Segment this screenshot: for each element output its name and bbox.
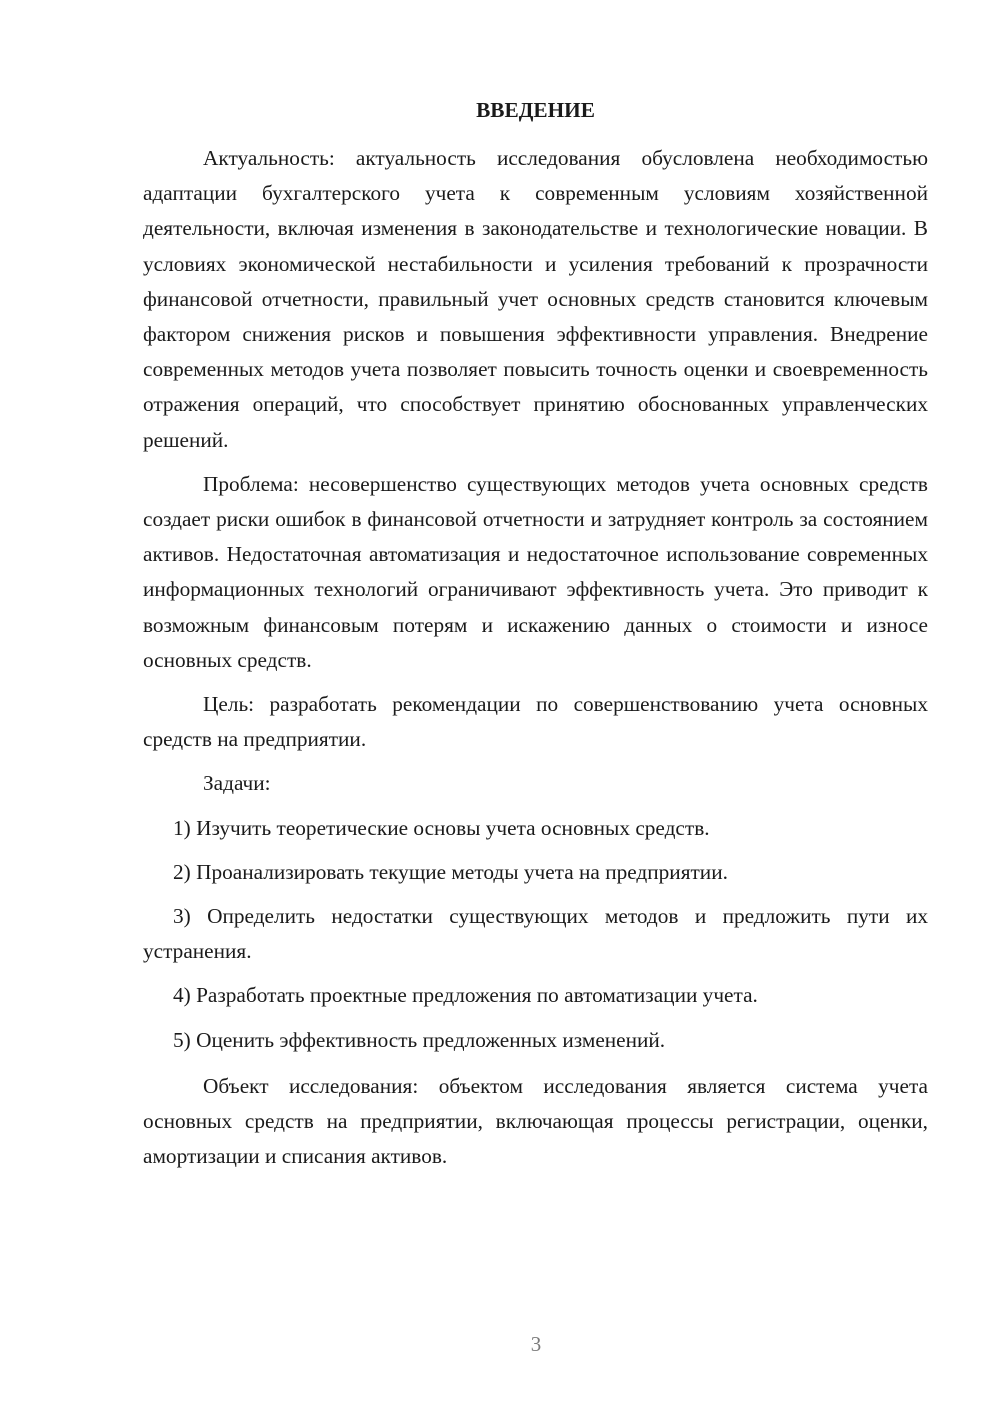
task-item-1: 1) Изучить теоретические основы учета основных средств. [173, 815, 710, 840]
task-item-4: 4) Разработать проектные предложения по автоматизации учета. [173, 983, 758, 1008]
object-paragraph: Объект исследования: объектом исследования является система учета основных средств на предприятии, включающая процессы регистрации, оценки, амортизации и списания активов. [143, 1073, 928, 1169]
problem-paragraph: Проблема: несовершенство существующих методов учета основных средств создает риски ошибок в финансовой отчетности и затрудняет контроль за состоянием активов. Недостаточная автоматизация и недостаточное использование современных информационных технологий ограничивают эффективность учета. Это приводит к возможным финансовым потерям и искажению данных о стоимости и износе основных средств. [143, 471, 928, 672]
task-item-3: 3) Определить недостатки существующих методов и предложить пути их устранения. [143, 904, 928, 964]
goal-paragraph: Цель: разработать рекомендации по совершенствованию учета основных средств на предприятии. [143, 692, 928, 752]
task-item-2: 2) Проанализировать текущие методы учета на предприятии. [173, 859, 728, 884]
page-number: 3 [530, 1332, 542, 1356]
relevance-paragraph: Актуальность: актуальность исследования обусловлена необходимостью адаптации бухгалтерского учета к современным условиям хозяйственной деятельности, включая изменения в законодательстве и технологические новации. В условиях экономической нестабильности и усиления требований к прозрачности финансовой отчетности, правильный учет основных средств становится ключевым фактором снижения рисков и повышения эффективности управления. Внедрение современных методов учета позволяет повысить точность оценки и своевременность отражения операций, что способствует принятию обоснованных управленческих решений. [143, 146, 928, 452]
page-title: ВВЕДЕНИЕ [476, 98, 595, 122]
document-body [143, 92, 928, 1183]
tasks-label: Задачи: [203, 771, 271, 796]
task-item-5: 5) Оценить эффективность предложенных изменений. [173, 1027, 666, 1052]
